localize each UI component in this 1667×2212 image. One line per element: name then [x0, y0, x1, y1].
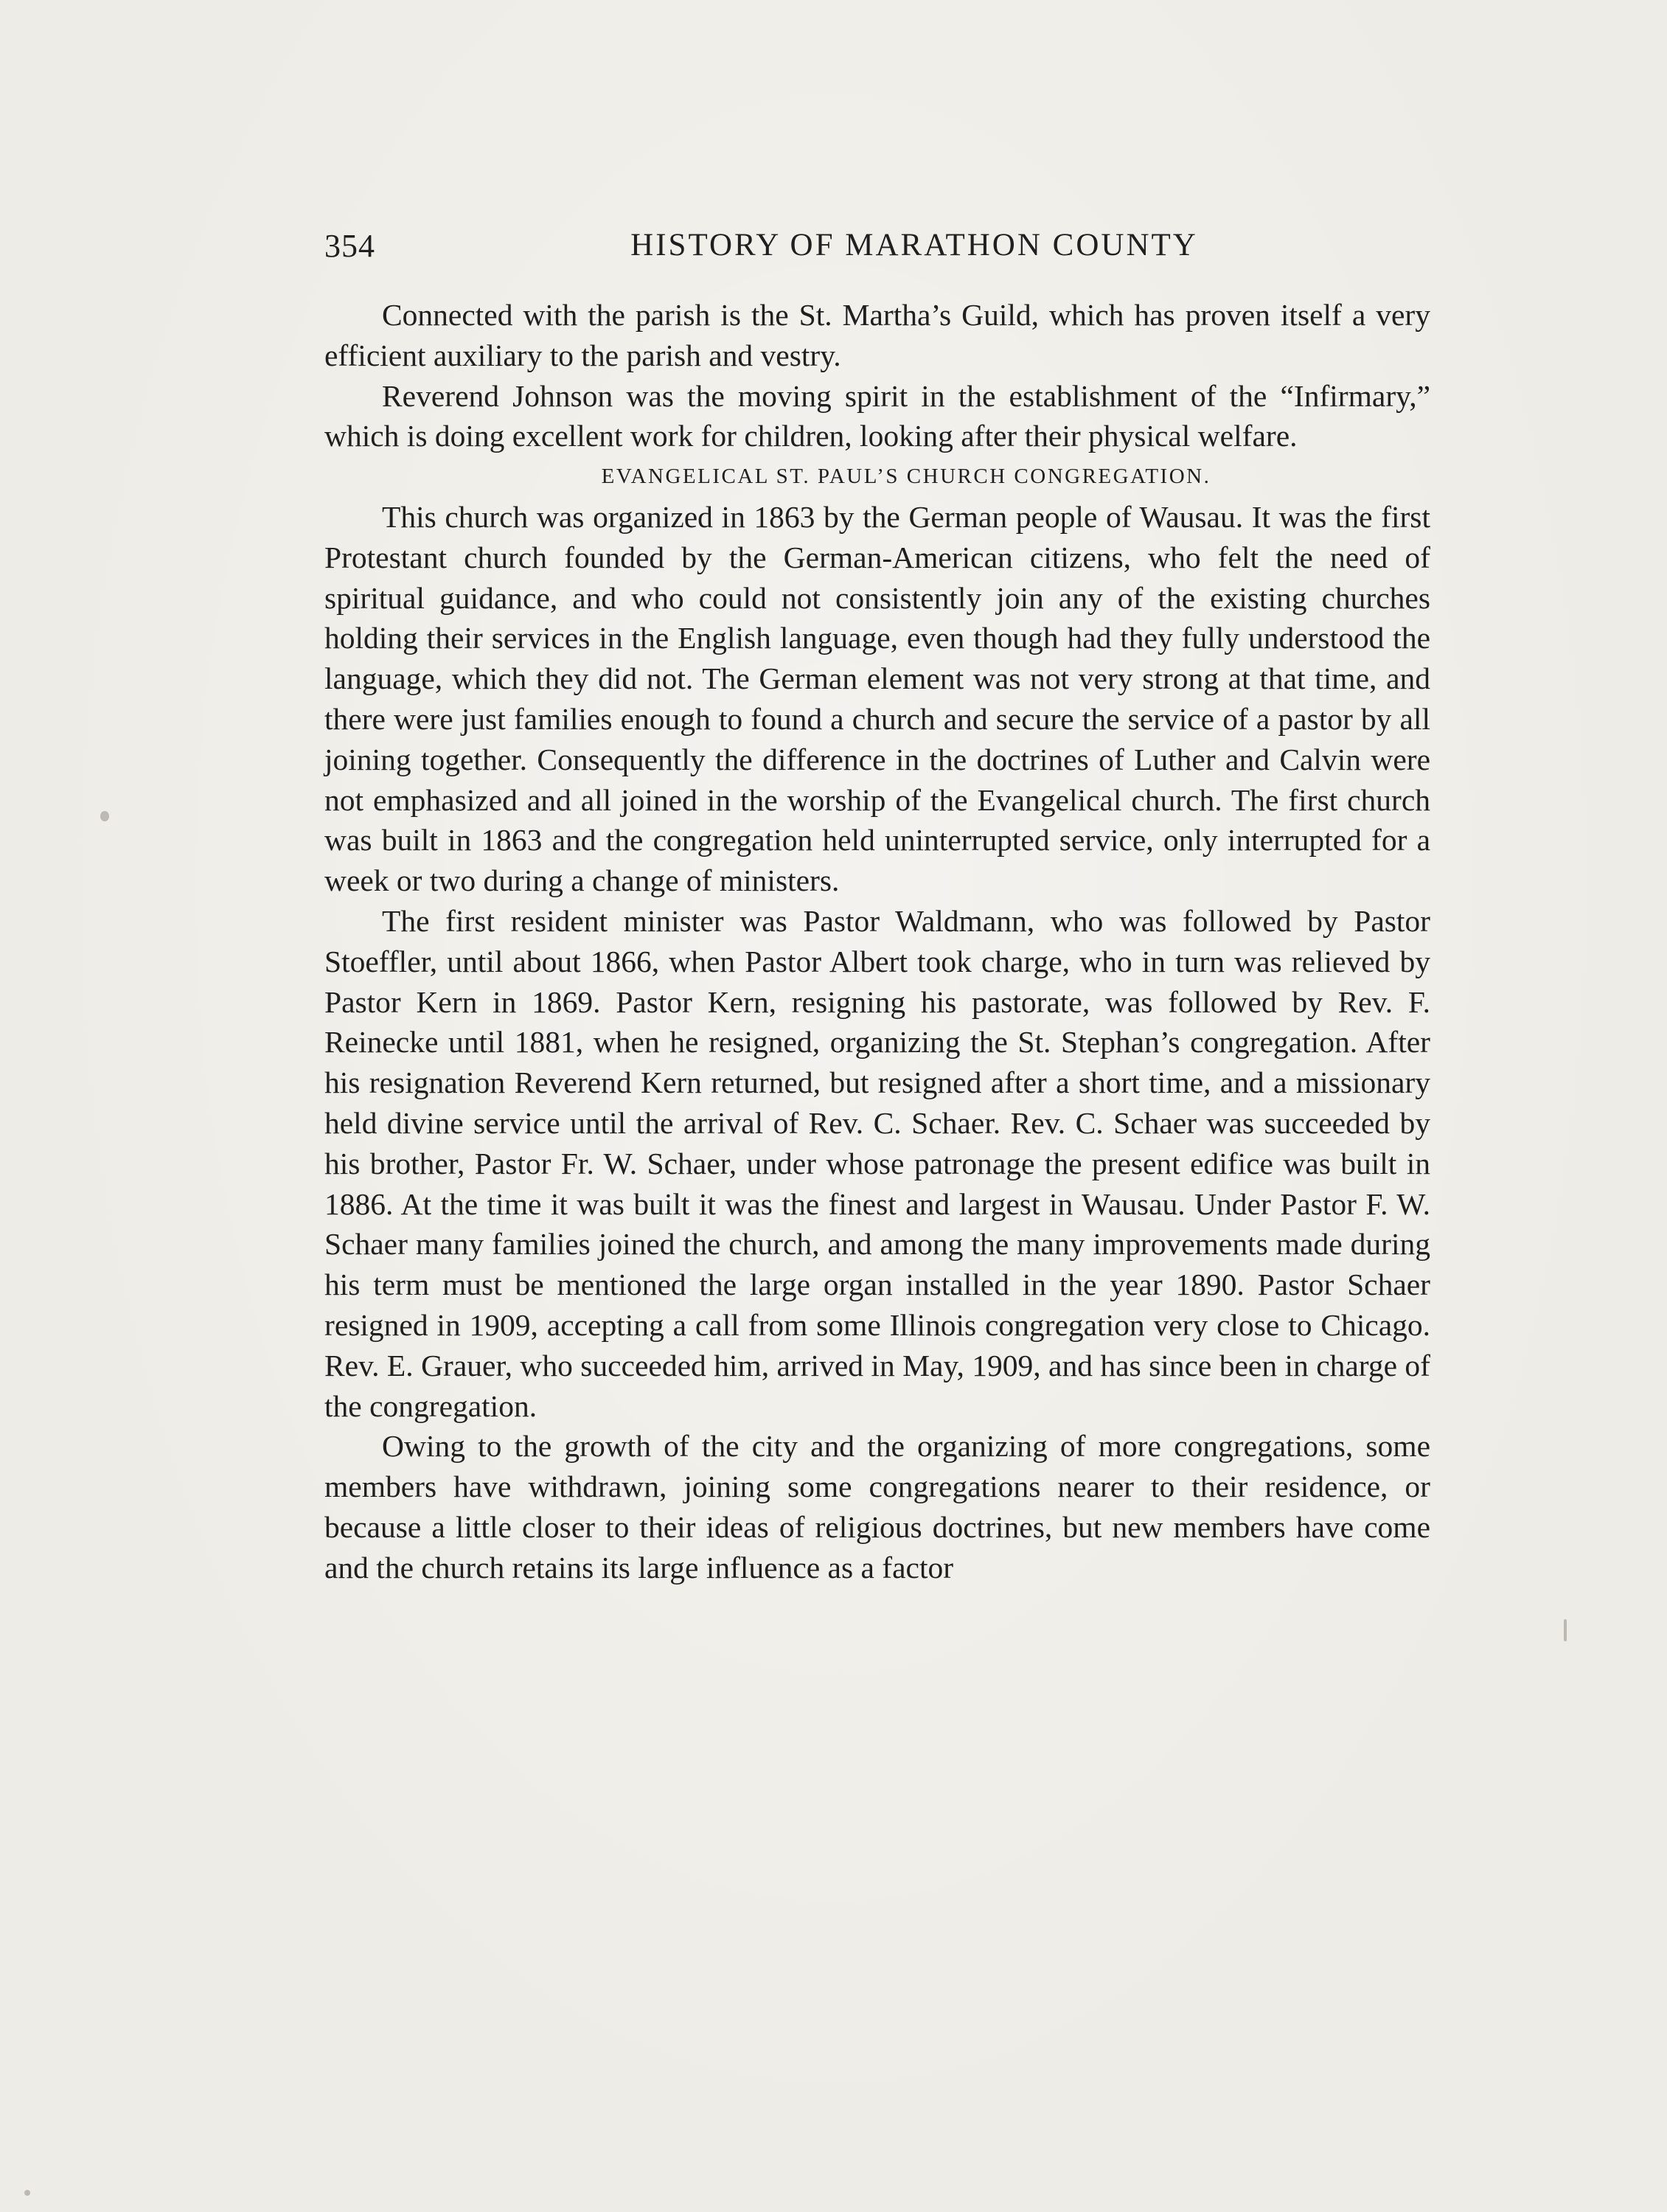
- paper-speck: [100, 811, 109, 821]
- paragraph: The first resident minister was Pastor Waldmann, who was followed by Pastor Stoeffler, until about 1866, when Pastor Albert took charge, who in turn was relieved by Pastor Kern in 1869. Pastor Kern, resigning his pastorate, was followed by Rev. F. Reinecke until 1881, when he resigned, organizing the St. Stephan’s congregation. After his resignation Reverend Kern returned, but resigned after a short time, and a missionary held divine service until the arrival of Rev. C. Schaer. Rev. C. Schaer was succeeded by his brother, Pastor Fr. W. Schaer, under whose patronage the present edifice was built in 1886. At the time it was built it was the finest and largest in Wausau. Under Pastor F. W. Schaer many families joined the church, and among the many improvements made during his term must be mentioned the large organ installed in the year 1890. Pastor Schaer resigned in 1909, accepting a call from some Illinois congregation very close to Chicago. Rev. E. Grauer, who succeeded him, arrived in May, 1909, and has since been in charge of the congregation.: [324, 903, 1430, 1423]
- paragraph: Reverend Johnson was the moving spirit in the establishment of the “Infirmary,” which is doing excellent work for children, looking after their physical welfare.: [324, 378, 1430, 453]
- paper-speck: [1564, 1619, 1567, 1641]
- page-header: [324, 227, 1430, 271]
- page-number: 354: [324, 228, 375, 264]
- section-heading: EVANGELICAL ST. PAUL’S CHURCH CONGREGATION.: [601, 465, 1211, 489]
- paragraph: This church was organized in 1863 by the German people of Wausau. It was the first Protestant church founded by the German-American citizens, who felt the need of spiritual guidance, and who could not consistently join any of the existing churches holding their services in the English language, even though had they fully understood the language, which they did not. The German element was not very strong at that time, and there were just families enough to found a church and secure the service of a pastor by all joining together. Consequently the difference in the doctrines of Luther and Calvin were not emphasized and all joined in the worship of the Evangelical church. The first church was built in 1863 and the congregation held uninterrupted service, only interrupted for a week or two during a change of ministers.: [324, 499, 1430, 898]
- running-head: HISTORY OF MARATHON COUNTY: [630, 228, 1198, 262]
- paper-speck: [24, 2190, 30, 2196]
- page-body: [324, 295, 1430, 1588]
- paragraph: Connected with the parish is the St. Martha’s Guild, which has proven itself a very efficient auxiliary to the parish and vestry.: [324, 298, 1430, 372]
- paragraph: Owing to the growth of the city and the organizing of more congregations, some members have withdrawn, joining some congregations nearer to their residence, or because a little closer to their ideas of religious doctrines, but new members have come and the church retains its large influence as a factor: [324, 1429, 1430, 1585]
